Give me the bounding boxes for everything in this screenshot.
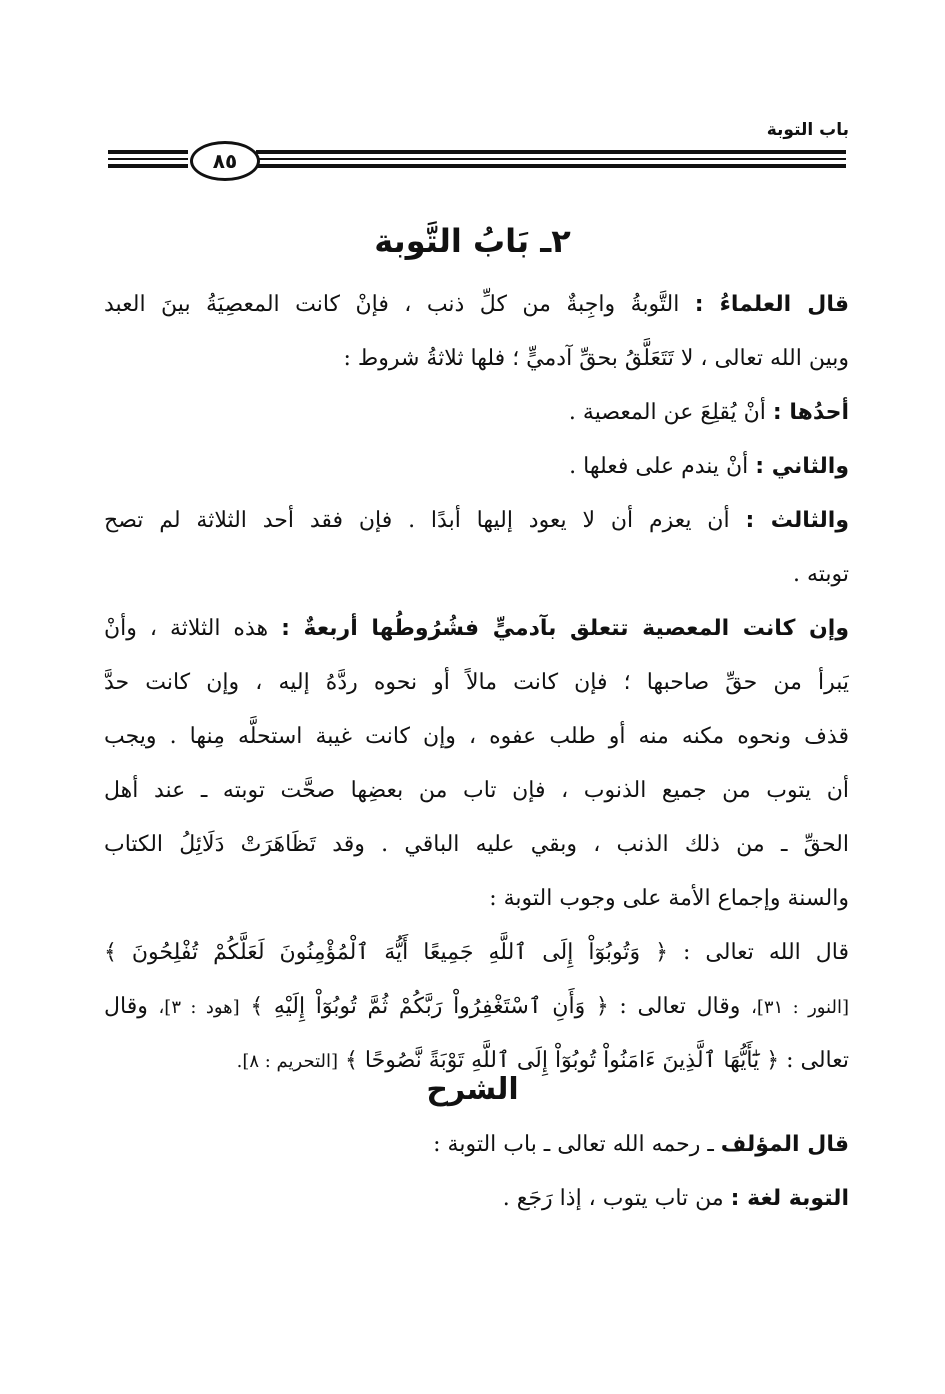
verse-intro: وقال تعالى : [619,994,741,1019]
rule-left-bottom [108,164,188,168]
text-line: وبين الله تعالى ، لا تَتَعَلَّقُ بحقِّ آدميٍّ ؛ فلها ثلاثةُ شروط : [343,346,849,371]
text-line [104,926,849,980]
rule-left-thin [108,158,188,160]
paragraph-label: وإن كانت المعصية تتعلق بآدميٍّ فشُرُوطُها أربعةٌ : [281,616,849,641]
sharh-text [104,1118,849,1226]
quran-verse: ﴿ وَتُوبُوٓاْ إِلَى ٱللَّهِ جَمِيعًا أَيُّهَ ٱلْمُؤْمِنُونَ لَعَلَّكُمْ تُفْلِحُونَ ﴾ [104,940,668,965]
text-line: قذف ونحوه مكنه منه أو طلب عفوه ، وإن كانت غيبة استحلَّه مِنها . ويجب [104,724,849,749]
text-span: أن يعزم أن لا يعود إليها أبدًا . فإن فقد أحد الثلاثة لم تصح [104,508,730,533]
text-span: من تاب يتوب ، إذا رَجَع . [502,1186,724,1211]
text-span: هذه الثلاثة ، وأنْ [104,616,269,641]
text-line [104,386,849,440]
verse-reference: [النور : ٣١]، [751,997,849,1018]
rule-left-thick [108,150,188,154]
chapter-title: ٢ـ بَابُ التَّوبة [374,222,571,260]
text-line [104,440,849,494]
text-span: ـ رحمه الله تعالى ـ باب التوبة : [433,1132,714,1157]
text-span: أنْ يندم على فعلها . [569,454,749,479]
text-line [104,1118,849,1172]
verse-reference: [هود : ٣]، [158,997,240,1018]
page-number: ٨٥ [190,141,260,181]
text-line: والسنة وإجماع الأمة على وجوب التوبة : [489,886,849,911]
verse-intro: قال الله تعالى : [682,940,849,965]
text-line [104,278,849,332]
text-line [104,980,849,1034]
text-line [104,494,849,548]
text-line: توبته . [792,562,849,587]
paragraph-label: قال العلماءُ : [694,292,849,317]
text-line: الحقِّ ـ من ذلك الذنب ، وبقي عليه الباقي . وقد تَظَاهَرَتْ دَلَائِلُ الكتاب [104,832,849,857]
paragraph-label: قال المؤلف [720,1132,849,1157]
rule-right-thick [256,150,846,154]
text-line [104,602,849,656]
verse-intro: تعالى : [786,1048,849,1073]
verse-reference: [التحريم : ٨]. [236,1051,339,1072]
rule-right-thin [256,158,846,160]
quran-verse: ﴿ وَأَنِ ٱسْتَغْفِرُواْ رَبَّكُمْ ثُمَّ تُوبُوٓاْ إِلَيْهِ ﴾ [250,994,609,1019]
condition-label: أحدُها : [772,400,849,425]
text-span: التَّوبةُ واجِبةٌ من كلِّ ذنب ، فإنْ كانت المعصِيَةُ بينَ العبد [104,292,680,317]
sharh-title: الشرح [426,1072,519,1107]
paragraph-label: التوبة لغة : [730,1186,849,1211]
text-line: أن يتوب من جميع الذنوب ، فإن تاب من بعضِها صحَّت توبته ـ عند أهل [104,778,849,803]
quran-verse: ﴿ يَٰٓأَيُّهَا ٱلَّذِينَ ءَامَنُواْ تُوبُوٓاْ إِلَى ٱللَّهِ تَوْبَةً نَّصُوحًا ﴾ [345,1048,780,1073]
condition-label: والثالث : [745,508,849,533]
text-line [104,1172,849,1226]
running-head: باب التوبة [766,120,849,140]
text-line: يَبرأ من حقِّ صاحبها ؛ فإن كانت مالاً أو نحوه ردَّهُ إليه ، وإن كانت حدَّ [104,670,849,695]
verse-intro: وقال [104,994,148,1019]
text-span: أنْ يُقلِعَ عن المعصية . [568,400,766,425]
main-text [104,278,849,1088]
rule-right-bottom [256,164,846,168]
condition-label: والثاني : [755,454,849,479]
